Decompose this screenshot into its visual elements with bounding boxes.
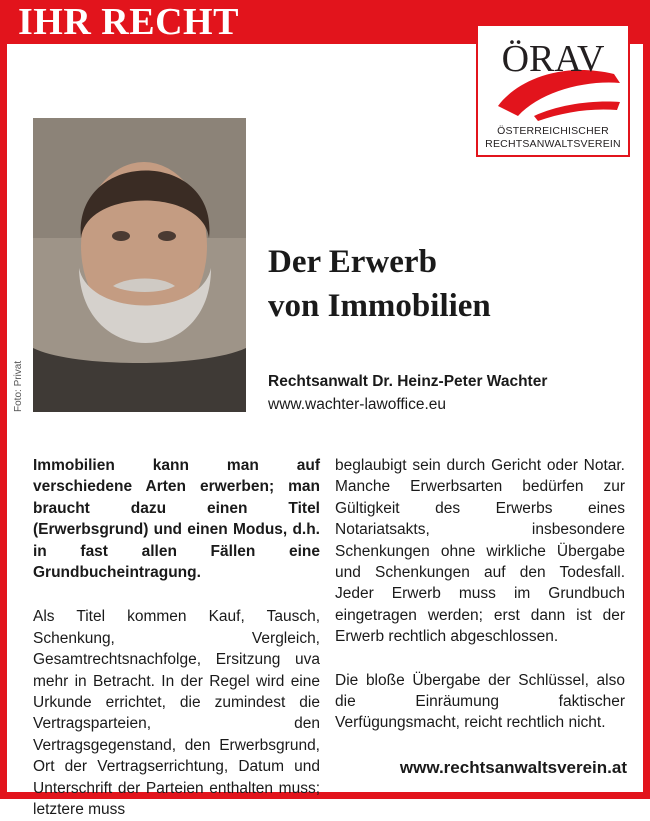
logo-swoosh-graphic <box>478 26 628 121</box>
article-column-left <box>33 455 320 821</box>
footer-website-link[interactable]: www.rechtsanwaltsverein.at <box>399 758 627 777</box>
logo-wordmark: ÖRAV <box>501 38 605 80</box>
article-body-left: Als Titel kommen Kauf, Tausch, Schenkung, Vergleich, Gesamtrechtsnachfolge, Ersitzung uva mehr in Betracht. In der Regel wird eine Urkunde errichtet, die zumindest die Vertragsparteien, den Vertragsgegenstand, den Erwerbsgrund, Ort der Vertragserrichtung, Datum und Unterschrift der Parteien enthalten muss; letztere muss <box>33 608 320 819</box>
article-body-right-2: Die bloße Übergabe der Schlüssel, also die Einräumung faktischer Verfügungsmacht, reicht rechtlich nicht. <box>335 671 625 732</box>
logo-subtitle-line2: RECHTSANWALTSVEREIN <box>485 138 621 150</box>
author-photo <box>33 118 246 412</box>
article-body-right-1: beglaubigt sein durch Gericht oder Notar. Manche Erwerbsarten bedürfen zur Gültigkeit des Erwerbs eines Notariatsakts, insbesondere Schenkungen ohne wirkliche Übergabe und Schenkungen auf den Todesfall. Jeder Erwerb muss im Grundbuch eingetragen werden; erst dann ist der Erwerb rechtlich abgeschlossen. <box>335 457 625 646</box>
article-title-line1: Der Erwerb <box>268 244 437 280</box>
article-column-right <box>335 455 625 734</box>
photo-credit: Foto: Privat <box>13 360 24 412</box>
article-title <box>268 240 491 328</box>
logo-subtitle-line1: ÖSTERREICHISCHER <box>497 125 609 137</box>
article-title-line2: von Immobilien <box>268 288 491 324</box>
author-website-link[interactable]: www.wachter-lawoffice.eu <box>268 396 447 413</box>
section-header: IHR RECHT <box>18 1 239 43</box>
author-name: Rechtsanwalt Dr. Heinz-Peter Wachter <box>268 373 548 390</box>
orav-logo <box>476 24 630 157</box>
article-lead: Immobilien kann man auf verschiedene Arten erwerben; man braucht dazu einen Titel (Erwerbsgrund) und einen Modus, d.h. in fast allen Fällen eine Grundbucheintragung. <box>33 457 320 582</box>
